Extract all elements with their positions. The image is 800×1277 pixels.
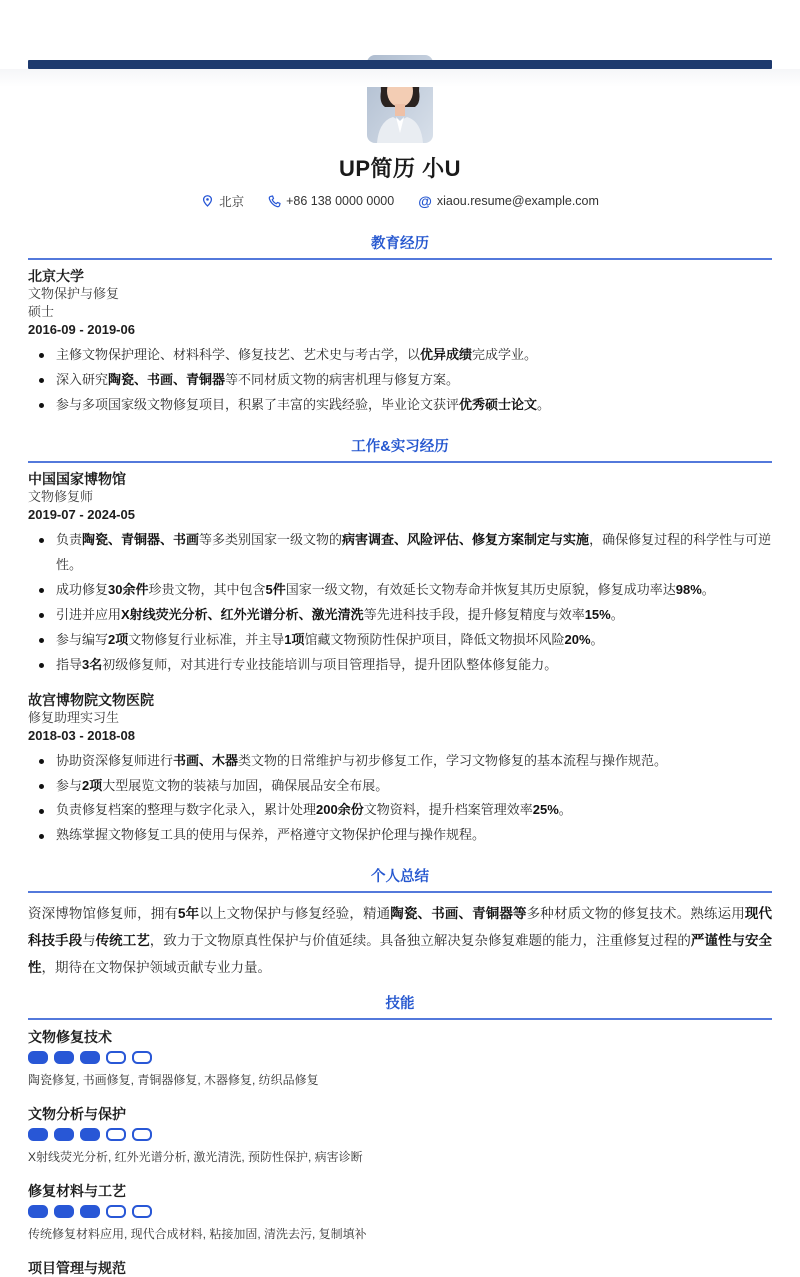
section-title-skills: 技能 xyxy=(28,992,772,1020)
bullet-item: 引进并应用X射线荧光分析、红外光谱分析、激光清洗等先进科技手段，提升修复精度与效率15%。 xyxy=(28,603,772,628)
bullet-item: 协助资深修复师进行书画、木器类文物的日常维护与初步修复工作，学习文物修复的基本流程与操作规范。 xyxy=(28,749,772,774)
education-entry xyxy=(28,267,772,338)
skill-item xyxy=(28,1105,772,1165)
company-name: 中国国家博物馆 xyxy=(28,470,126,487)
major: 文物保护与修复 xyxy=(28,286,120,301)
contact-location xyxy=(201,192,244,210)
skill-description: 传统修复材料应用, 现代合成材料, 粘接加固, 清洗去污, 复制填补 xyxy=(28,1227,367,1242)
job-role: 修复助理实习生 xyxy=(28,709,120,725)
skill-description: 陶瓷修复, 书画修复, 青铜器修复, 木器修复, 纺织品修复 xyxy=(28,1073,319,1088)
rating-pip-empty xyxy=(106,1205,126,1218)
skill-description: X射线荧光分析, 红外光谱分析, 激光清洗, 预防性保护, 病害诊断 xyxy=(28,1150,363,1165)
bullet-item: 参与编写2项文物修复行业标准，并主导1项馆藏文物预防性保护项目，降低文物损坏风险20%。 xyxy=(28,628,772,653)
rating-pip-filled xyxy=(54,1205,74,1218)
school-name: 北京大学 xyxy=(28,268,84,284)
contact-email xyxy=(418,194,599,208)
rating-pip-empty xyxy=(132,1128,152,1141)
bullet-item: 成功修复30余件珍贵文物，其中包含5件国家一级文物，有效延长文物寿命并恢复其历史原貌，修复成功率达98%。 xyxy=(28,578,772,603)
bullet-item: 负责修复档案的整理与数字化录入，累计处理200余份文物资料，提升档案管理效率25%。 xyxy=(28,798,772,823)
section-education xyxy=(28,232,772,418)
job-role: 文物修复师 xyxy=(28,488,94,504)
company-name: 故宫博物院文物医院 xyxy=(28,691,154,708)
bullet-item: 参与2项大型展览文物的装裱与加固，确保展品安全布展。 xyxy=(28,774,772,799)
skill-name: 文物分析与保护 xyxy=(28,1106,126,1123)
bullet-item: 负责陶瓷、青铜器、书画等多类别国家一级文物的病害调查、风险评估、修复方案制定与实施，确保修复过程的科学性与可逆性。 xyxy=(28,528,772,578)
rating-pip-empty xyxy=(132,1205,152,1218)
skill-rating xyxy=(28,1128,772,1141)
rating-pip-filled xyxy=(28,1205,48,1218)
skill-rating xyxy=(28,1205,772,1218)
skill-name: 项目管理与规范 xyxy=(28,1260,126,1277)
job-entry-1 xyxy=(28,470,772,523)
education-bullet-list xyxy=(28,343,772,418)
rating-pip-filled xyxy=(80,1128,100,1141)
rating-pip-empty xyxy=(106,1051,126,1064)
job2-bullet-list xyxy=(28,749,772,849)
job-entry-2 xyxy=(28,691,772,744)
section-title-summary: 个人总结 xyxy=(28,865,772,893)
section-summary xyxy=(28,865,772,981)
candidate-name: UP简历 小U xyxy=(338,156,462,181)
contact-phone-text: +86 138 0000 0000 xyxy=(286,194,395,208)
bullet-item: 主修文物保护理论、材料科学、修复技艺、艺术史与考古学，以优异成绩完成学业。 xyxy=(28,343,772,368)
rating-pip-filled xyxy=(80,1205,100,1218)
contact-phone xyxy=(268,194,394,208)
section-work xyxy=(28,435,772,849)
job1-bullet-list xyxy=(28,528,772,678)
bullet-item: 参与多项国家级文物修复项目，积累了丰富的实践经验，毕业论文获评优秀硕士论文。 xyxy=(28,393,772,418)
email-at-icon: @ xyxy=(418,193,432,209)
job-period: 2019-07 - 2024-05 xyxy=(28,506,135,522)
section-title-work: 工作&实习经历 xyxy=(28,435,772,463)
rating-pip-empty xyxy=(106,1128,126,1141)
skill-item xyxy=(28,1028,772,1088)
skill-name: 修复材料与工艺 xyxy=(28,1183,126,1200)
contact-row xyxy=(0,192,800,210)
rating-pip-filled xyxy=(28,1051,48,1064)
section-title-education: 教育经历 xyxy=(28,232,772,260)
rating-pip-filled xyxy=(54,1128,74,1141)
contact-location-text: 北京 xyxy=(219,195,245,209)
section-skills xyxy=(28,992,772,1277)
resume-body xyxy=(0,232,800,1277)
skill-rating xyxy=(28,1051,772,1064)
bullet-item: 指导3名初级修复师，对其进行专业技能培训与项目管理指导，提升团队整体修复能力。 xyxy=(28,653,772,678)
degree: 硕士 xyxy=(28,304,55,319)
summary-paragraph: 资深博物馆修复师，拥有5年以上文物保护与修复经验，精通陶瓷、书画、青铜器等多种材质文物的修复技术。熟练运用现代科技手段与传统工艺，致力于文物原真性保护与价值延续。具备独立解决复杂修复难题的能力，注重修复过程的严谨性与安全性，期待在文物保护领域贡献专业力量。 xyxy=(28,906,773,976)
rating-pip-filled xyxy=(80,1051,100,1064)
rating-pip-filled xyxy=(28,1128,48,1141)
skill-item-cutoff xyxy=(28,1259,772,1277)
bullet-item: 熟练掌握文物修复工具的使用与保养，严格遵守文物保护伦理与操作规程。 xyxy=(28,823,772,848)
skill-item xyxy=(28,1182,772,1242)
top-accent-bar xyxy=(28,60,772,69)
skill-name: 文物修复技术 xyxy=(28,1029,112,1046)
job-period: 2018-03 - 2018-08 xyxy=(28,727,135,743)
bullet-item: 深入研究陶瓷、书画、青铜器等不同材质文物的病害机理与修复方案。 xyxy=(28,368,772,393)
phone-icon xyxy=(268,195,281,208)
location-pin-icon xyxy=(201,194,214,208)
contact-email-text: xiaou.resume@example.com xyxy=(436,194,599,208)
rating-pip-empty xyxy=(132,1051,152,1064)
education-period: 2016-09 - 2019-06 xyxy=(28,322,135,337)
rating-pip-filled xyxy=(54,1051,74,1064)
